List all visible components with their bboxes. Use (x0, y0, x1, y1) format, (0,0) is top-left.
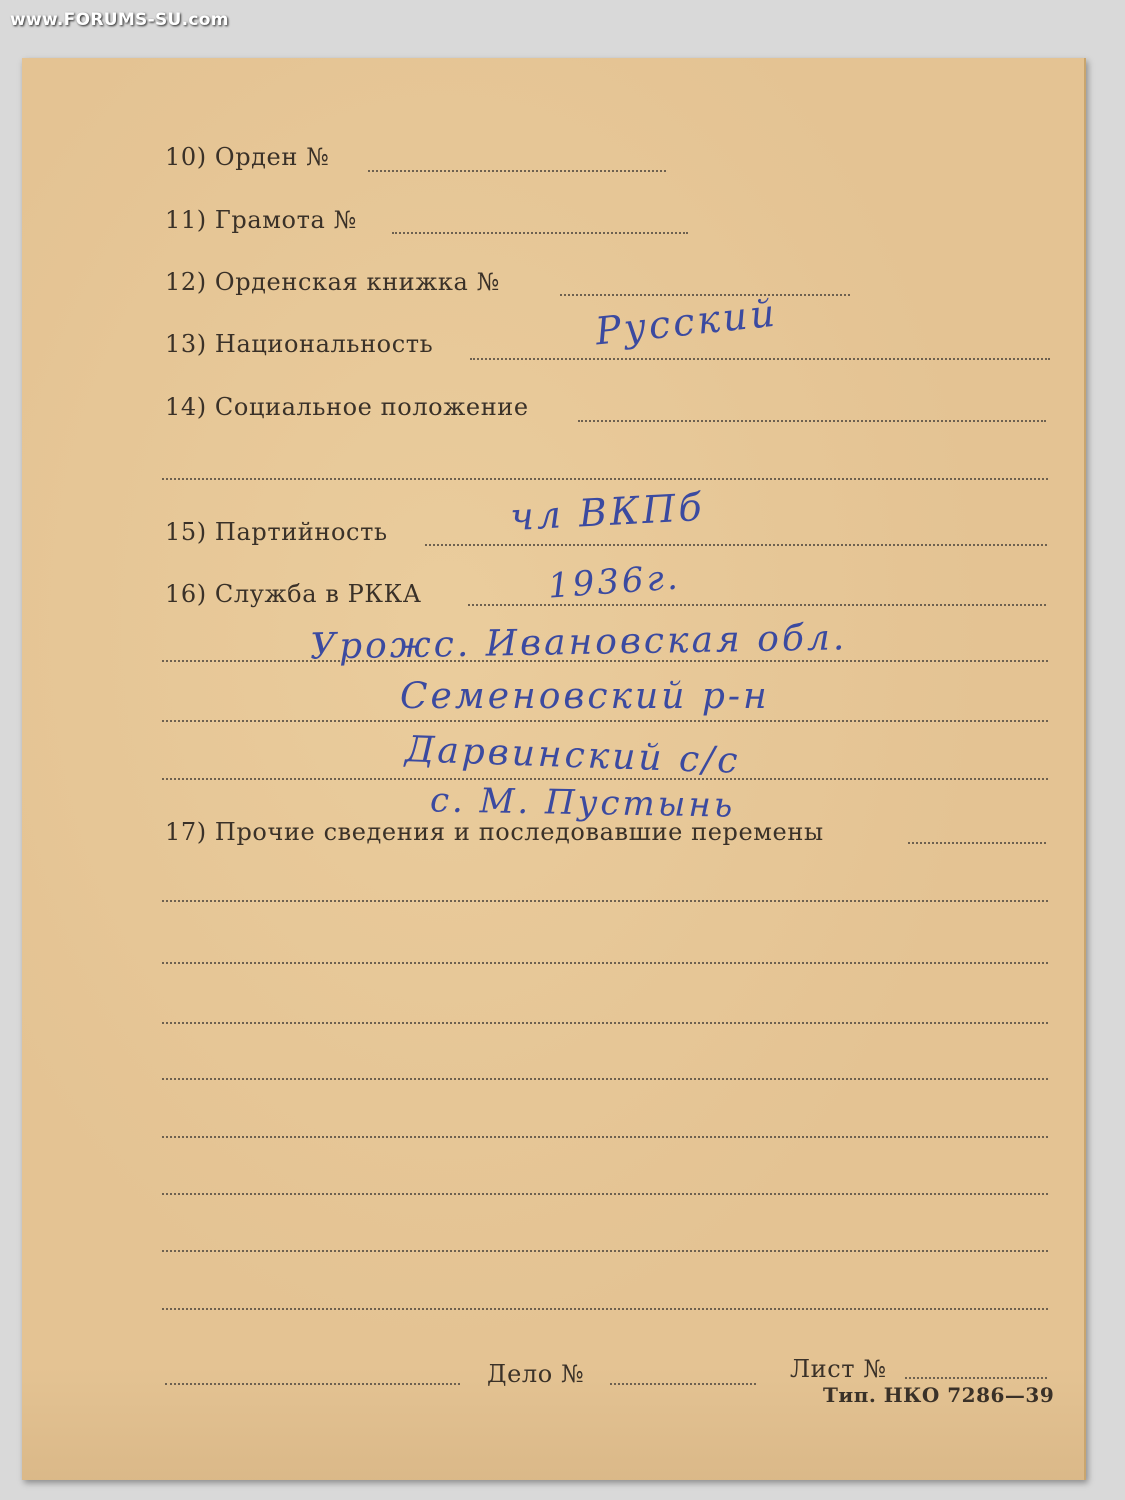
field-order-label: 10) Орден № (165, 143, 330, 171)
field-nationality-line (470, 358, 1050, 360)
footer-sheet-line (905, 1377, 1047, 1379)
field-social-status-line (578, 420, 1046, 422)
blank-line (162, 962, 1048, 964)
blank-line (162, 1022, 1048, 1024)
handwritten-address-4: с. М. Пустынь (429, 780, 736, 826)
field-certificate-label: 11) Грамота № (165, 206, 357, 234)
field-social-status-label: 14) Социальное положение (165, 393, 529, 421)
blank-line (162, 1078, 1048, 1080)
blank-line (162, 1308, 1048, 1310)
blank-line (162, 1193, 1048, 1195)
handwritten-party: чл ВКПб (508, 484, 706, 540)
field-order-book-label: 12) Орденская книжка № (165, 268, 500, 296)
footer-case-label: Дело № (487, 1360, 585, 1388)
handwritten-service-year: 1936г. (546, 557, 682, 607)
field-social-status-line-2 (162, 478, 1048, 480)
field-army-service-label: 16) Служба в РККА (165, 580, 422, 608)
field-other-info-line (908, 842, 1046, 844)
field-party-line (425, 544, 1047, 546)
handwritten-address-2: Семеновский р-н (400, 676, 770, 717)
address-line-3 (162, 778, 1048, 780)
footer-case-line (610, 1383, 756, 1385)
handwritten-address-1: Урожс. Ивановская обл. (309, 617, 848, 668)
blank-line (162, 1250, 1048, 1252)
field-other-info-label: 17) Прочие сведения и последовавшие перемены (165, 818, 824, 846)
field-certificate-line (392, 232, 688, 234)
handwritten-address-3: Дарвинский с/с (404, 729, 742, 782)
watermark: www.FORUMS-SU.com (10, 10, 229, 30)
handwritten-nationality: Русский (593, 290, 780, 354)
blank-line (162, 900, 1048, 902)
field-nationality-label: 13) Национальность (165, 330, 434, 358)
blank-line (162, 1136, 1048, 1138)
address-line-2 (162, 720, 1048, 722)
footer-sheet-label: Лист № (790, 1355, 887, 1383)
field-party-label: 15) Партийность (165, 518, 388, 546)
footer-typography: Тип. НКО 7286—39 (823, 1383, 1055, 1407)
footer-line-left (165, 1383, 460, 1385)
field-order-book-line (560, 294, 850, 296)
field-order-line (368, 170, 666, 172)
